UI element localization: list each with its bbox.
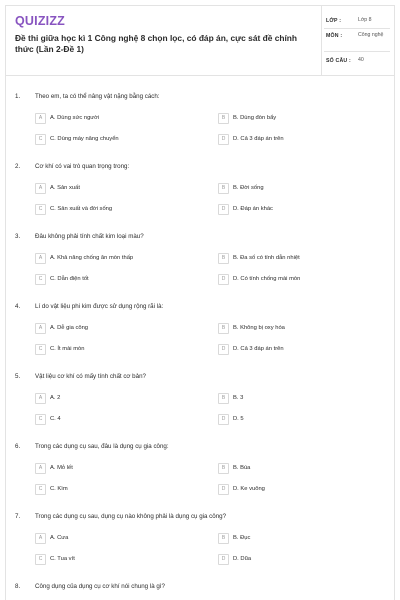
answer-option[interactable]: [35, 393, 185, 404]
option-text: B. Đời sống: [233, 185, 264, 191]
option-letter-box[interactable]: D: [218, 204, 229, 215]
answer-option[interactable]: [35, 463, 185, 474]
option-text: A. Dễ gia công: [50, 325, 89, 331]
option-text: B. 3: [233, 395, 244, 401]
worksheet-title: Đề thi giữa học kì 1 Công nghệ 8 chọn lọc, có đáp án, cực sát đề chính thức (Lần 2-Đề 1): [15, 33, 298, 54]
option-letter-box[interactable]: A: [35, 183, 46, 194]
answer-option[interactable]: [35, 344, 185, 355]
meta-separator: [324, 28, 390, 29]
option-letter-box[interactable]: D: [218, 414, 229, 425]
option-text: B. Đa số có tính dẫn nhiệt: [233, 255, 300, 261]
worksheet-page: [5, 5, 395, 600]
question-text: Theo em, ta có thể nâng vật nặng bằng cách:: [35, 93, 160, 100]
answer-option[interactable]: [218, 274, 368, 285]
option-text: D. Đáp án khác: [233, 206, 273, 212]
answer-option[interactable]: [218, 204, 368, 215]
option-letter-box[interactable]: D: [218, 344, 229, 355]
option-letter-box[interactable]: A: [35, 323, 46, 334]
quizizz-logo: QUIZIZZ: [15, 14, 66, 28]
option-text: D. Cả 3 đáp án trên: [233, 136, 284, 142]
option-letter-box[interactable]: A: [35, 463, 46, 474]
option-letter-box[interactable]: D: [218, 134, 229, 145]
question-text: Trong các dụng cụ sau, dụng cụ nào không phải là dụng cụ gia công?: [35, 513, 227, 520]
answer-option[interactable]: [218, 484, 368, 495]
worksheet-header: [6, 6, 394, 76]
question-text: Đâu không phải tính chất kim loại màu?: [35, 233, 144, 240]
answer-option[interactable]: [218, 183, 368, 194]
question-number: 7.: [15, 513, 21, 520]
option-letter-box[interactable]: A: [35, 393, 46, 404]
count-value: 40: [358, 57, 364, 63]
option-text: C. Ít mài mòn: [50, 346, 85, 352]
option-letter-box[interactable]: B: [218, 533, 229, 544]
option-text: C. Sản xuất và đời sống: [50, 206, 113, 212]
class-value: Lớp 8: [358, 17, 372, 23]
option-letter-box[interactable]: B: [218, 393, 229, 404]
option-text: D. Ke vuông: [233, 486, 265, 492]
option-text: B. Đục: [233, 535, 251, 541]
option-text: C. 4: [50, 416, 61, 422]
answer-option[interactable]: [35, 134, 185, 145]
question-number: 3.: [15, 233, 21, 240]
option-letter-box[interactable]: B: [218, 113, 229, 124]
option-text: D. Có tính chống mài mòn: [233, 276, 301, 282]
option-letter-box[interactable]: D: [218, 274, 229, 285]
answer-option[interactable]: [35, 204, 185, 215]
option-text: C. Dùng máy nâng chuyển: [50, 136, 119, 142]
option-text: C. Kìm: [50, 486, 68, 492]
option-text: B. Búa: [233, 465, 251, 471]
count-label: SỐ CÂU :: [326, 58, 351, 64]
option-letter-box[interactable]: A: [35, 113, 46, 124]
option-letter-box[interactable]: C: [35, 554, 46, 565]
answer-option[interactable]: [218, 323, 368, 334]
meta-divider: [321, 6, 322, 76]
answer-option[interactable]: [218, 113, 368, 124]
question-text: Cơ khí có vai trò quan trọng trong:: [35, 163, 130, 170]
question-number: 2.: [15, 163, 21, 170]
answer-option[interactable]: [218, 463, 368, 474]
option-letter-box[interactable]: A: [35, 253, 46, 264]
subject-label: MÔN :: [326, 33, 343, 39]
option-letter-box[interactable]: B: [218, 183, 229, 194]
option-letter-box[interactable]: D: [218, 484, 229, 495]
option-letter-box[interactable]: C: [35, 344, 46, 355]
answer-option[interactable]: [218, 253, 368, 264]
answer-option[interactable]: [218, 344, 368, 355]
option-letter-box[interactable]: C: [35, 204, 46, 215]
option-text: A. 2: [50, 395, 61, 401]
option-text: A. Mỏ lết: [50, 465, 73, 471]
question-number: 4.: [15, 303, 21, 310]
answer-option[interactable]: [218, 554, 368, 565]
answer-option[interactable]: [218, 414, 368, 425]
option-text: A. Khả năng chống ăn mòn thấp: [50, 255, 134, 261]
option-letter-box[interactable]: C: [35, 414, 46, 425]
option-text: A. Cưa: [50, 535, 69, 541]
option-letter-box[interactable]: B: [218, 323, 229, 334]
option-letter-box[interactable]: D: [218, 554, 229, 565]
answer-option[interactable]: [35, 183, 185, 194]
answer-option[interactable]: [35, 414, 185, 425]
question-number: 8.: [15, 583, 21, 590]
question-text: Công dụng của dụng cụ cơ khí nói chung là gì?: [35, 583, 165, 590]
option-text: A. Dùng sức người: [50, 115, 100, 121]
question-text: Vật liệu cơ khí có mấy tính chất cơ bản?: [35, 373, 146, 380]
option-text: C. Dẫn điện tốt: [50, 276, 89, 282]
option-text: B. Không bị oxy hóa: [233, 325, 285, 331]
option-letter-box[interactable]: B: [218, 253, 229, 264]
option-letter-box[interactable]: C: [35, 484, 46, 495]
answer-option[interactable]: [218, 533, 368, 544]
answer-option[interactable]: [35, 323, 185, 334]
meta-separator: [324, 51, 390, 52]
class-label: LỚP :: [326, 18, 342, 24]
question-number: 5.: [15, 373, 21, 380]
question-text: Trong các dụng cụ sau, đâu là dụng cụ gia công:: [35, 443, 169, 450]
answer-option[interactable]: [218, 134, 368, 145]
option-text: B. Dùng đòn bẩy: [233, 115, 277, 121]
answer-option[interactable]: [35, 554, 185, 565]
option-letter-box[interactable]: B: [218, 463, 229, 474]
option-letter-box[interactable]: C: [35, 274, 46, 285]
question-text: Lí do vật liệu phi kim được sử dụng rộng rãi là:: [35, 303, 164, 310]
answer-option[interactable]: [35, 533, 185, 544]
answer-option[interactable]: [35, 253, 185, 264]
question-number: 1.: [15, 93, 21, 100]
option-text: D. 5: [233, 416, 244, 422]
subject-value: Công nghệ: [358, 32, 384, 38]
option-letter-box[interactable]: A: [35, 533, 46, 544]
option-text: D. Cả 3 đáp án trên: [233, 346, 284, 352]
answer-option[interactable]: [218, 393, 368, 404]
answer-option[interactable]: [35, 113, 185, 124]
answer-option[interactable]: [35, 274, 185, 285]
option-text: C. Tua vít: [50, 556, 75, 562]
option-letter-box[interactable]: C: [35, 134, 46, 145]
option-text: A. Sản xuất: [50, 185, 80, 191]
question-number: 6.: [15, 443, 21, 450]
option-text: D. Dũa: [233, 556, 252, 562]
answer-option[interactable]: [35, 484, 185, 495]
